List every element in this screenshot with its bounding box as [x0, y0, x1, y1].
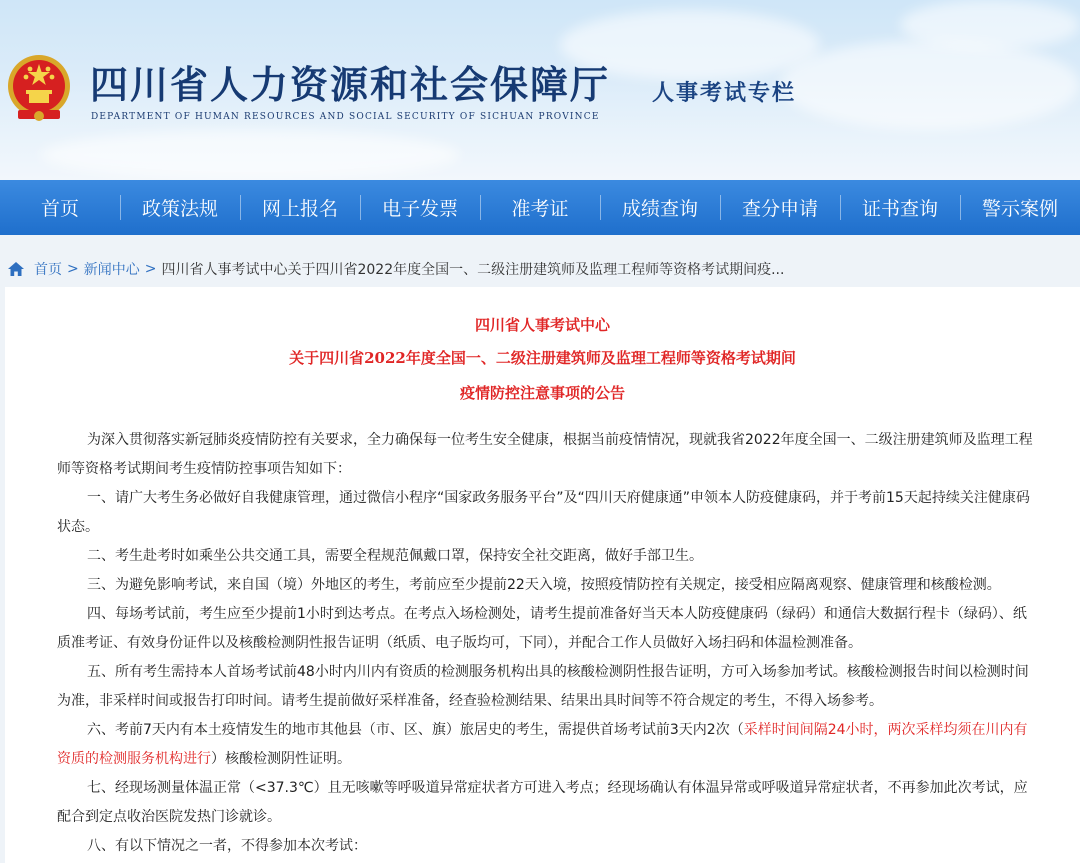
- banner-cloud: [40, 130, 460, 180]
- site-title: 四川省人力资源和社会保障厅: [90, 62, 611, 107]
- article-paragraph: 为深入贯彻落实新冠肺炎疫情防控有关要求，全力确保每一位考生安全健康，根据当前疫情情况，现就我省2022年度全国一、二级注册建筑师及监理工程师等资格考试期间考生疫情防控事项告知如下：: [57, 432, 1033, 477]
- article-title-line: 关于四川省2022年度全国一、二级注册建筑师及监理工程师等资格考试期间: [289, 349, 796, 367]
- article-paragraph: 八、有以下情况之一者，不得参加本次考试：: [87, 838, 367, 854]
- nav-item-policy[interactable]: 政策法规: [120, 180, 240, 235]
- nav-item-certificate-query[interactable]: 证书查询: [840, 180, 960, 235]
- nav-item-score-query[interactable]: 成绩查询: [600, 180, 720, 235]
- banner-cloud: [900, 0, 1080, 50]
- home-icon: [8, 262, 24, 276]
- nav-item-score-review[interactable]: 查分申请: [720, 180, 840, 235]
- highlighted-text: 采样时间间隔24小时，两次采样均须在川内有资质的检测服务机构进行: [57, 722, 1028, 767]
- article-paragraph: 一、请广大考生务必做好自我健康管理，通过微信小程序“国家政务服务平台”及“四川天府健康通”申领本人防疫健康码，并于考前15天起持续关注健康码状态。: [57, 490, 1030, 535]
- banner-cloud: [780, 40, 1080, 130]
- nav-item-invoice[interactable]: 电子发票: [360, 180, 480, 235]
- article-paragraph: 四、每场考试前，考生应至少提前1小时到达考点。在考点入场检测处，请考生提前准备好当天本人防疫健康码（绿码）和通信大数据行程卡（绿码）、纸质准考证、有效身份证件以及核酸检测阴性报告证明（纸质、电子版均可，下同），并配合工作人员做好入场扫码和体温检测准备。: [57, 606, 1027, 651]
- paragraph-text: 六、考前7天内有本土疫情发生的地市其他县（市、区、旗）旅居史的考生，需提供首场考试前3天内2次（: [87, 722, 744, 738]
- site-subtitle: DEPARTMENT OF HUMAN RESOURCES AND SOCIAL SECURITY OF SICHUAN PROVINCE: [91, 112, 600, 122]
- article-paragraph: [57, 716, 1037, 774]
- breadcrumb-news-link[interactable]: 新闻中心: [83, 262, 140, 278]
- article-title-line: 四川省人事考试中心: [474, 316, 610, 334]
- nav-item-registration[interactable]: 网上报名: [240, 180, 360, 235]
- article-paragraph: 五、所有考生需持本人首场考试前48小时内川内有资质的检测服务机构出具的核酸检测阴性报告证明，方可入场参加考试。核酸检测报告时间以检测时间为准，非采样时间或报告打印时间。请考生提前做好采样准备，经查验检测结果、结果出具时间等不符合规定的考生，不得入场参考。: [57, 664, 1029, 709]
- nav-item-home[interactable]: 首页: [40, 198, 79, 220]
- site-section-title: 人事考试专栏: [652, 81, 797, 106]
- header-banner: [0, 0, 1080, 180]
- main-nav: [0, 180, 1080, 235]
- nav-item-warning-cases[interactable]: 警示案例: [960, 180, 1080, 235]
- breadcrumb-separator: >: [144, 261, 157, 277]
- breadcrumb-home-link[interactable]: 首页: [34, 262, 62, 278]
- paragraph-text: ）核酸检测阴性证明。: [211, 751, 351, 767]
- article-paragraph: 七、经现场测量体温正常（<37.3℃）且无咳嗽等呼吸道异常症状者方可进入考点；经现场确认有体温异常或呼吸道异常症状者，不再参加此次考试，应配合到定点收治医院发热门诊就诊。: [57, 780, 1028, 825]
- article-paragraph: 二、考生赴考时如乘坐公共交通工具，需要全程规范佩戴口罩，保持安全社交距离，做好手部卫生。: [87, 548, 703, 564]
- breadcrumb: [0, 252, 1080, 286]
- breadcrumb-current: 四川省人事考试中心关于四川省2022年度全国一、二级注册建筑师及监理工程师等资格考试期间疫...: [161, 262, 785, 278]
- article-content: [5, 287, 1080, 863]
- breadcrumb-separator: >: [67, 261, 79, 277]
- article-paragraph: 三、为避免影响考试，来自国（境）外地区的考生，考前应至少提前22天入境，按照疫情防控有关规定，接受相应隔离观察、健康管理和核酸检测。: [87, 577, 1001, 593]
- article-title-line: 疫情防控注意事项的公告: [459, 384, 625, 402]
- nav-item-admission-ticket[interactable]: 准考证: [480, 180, 600, 235]
- national-emblem-icon: [4, 50, 74, 126]
